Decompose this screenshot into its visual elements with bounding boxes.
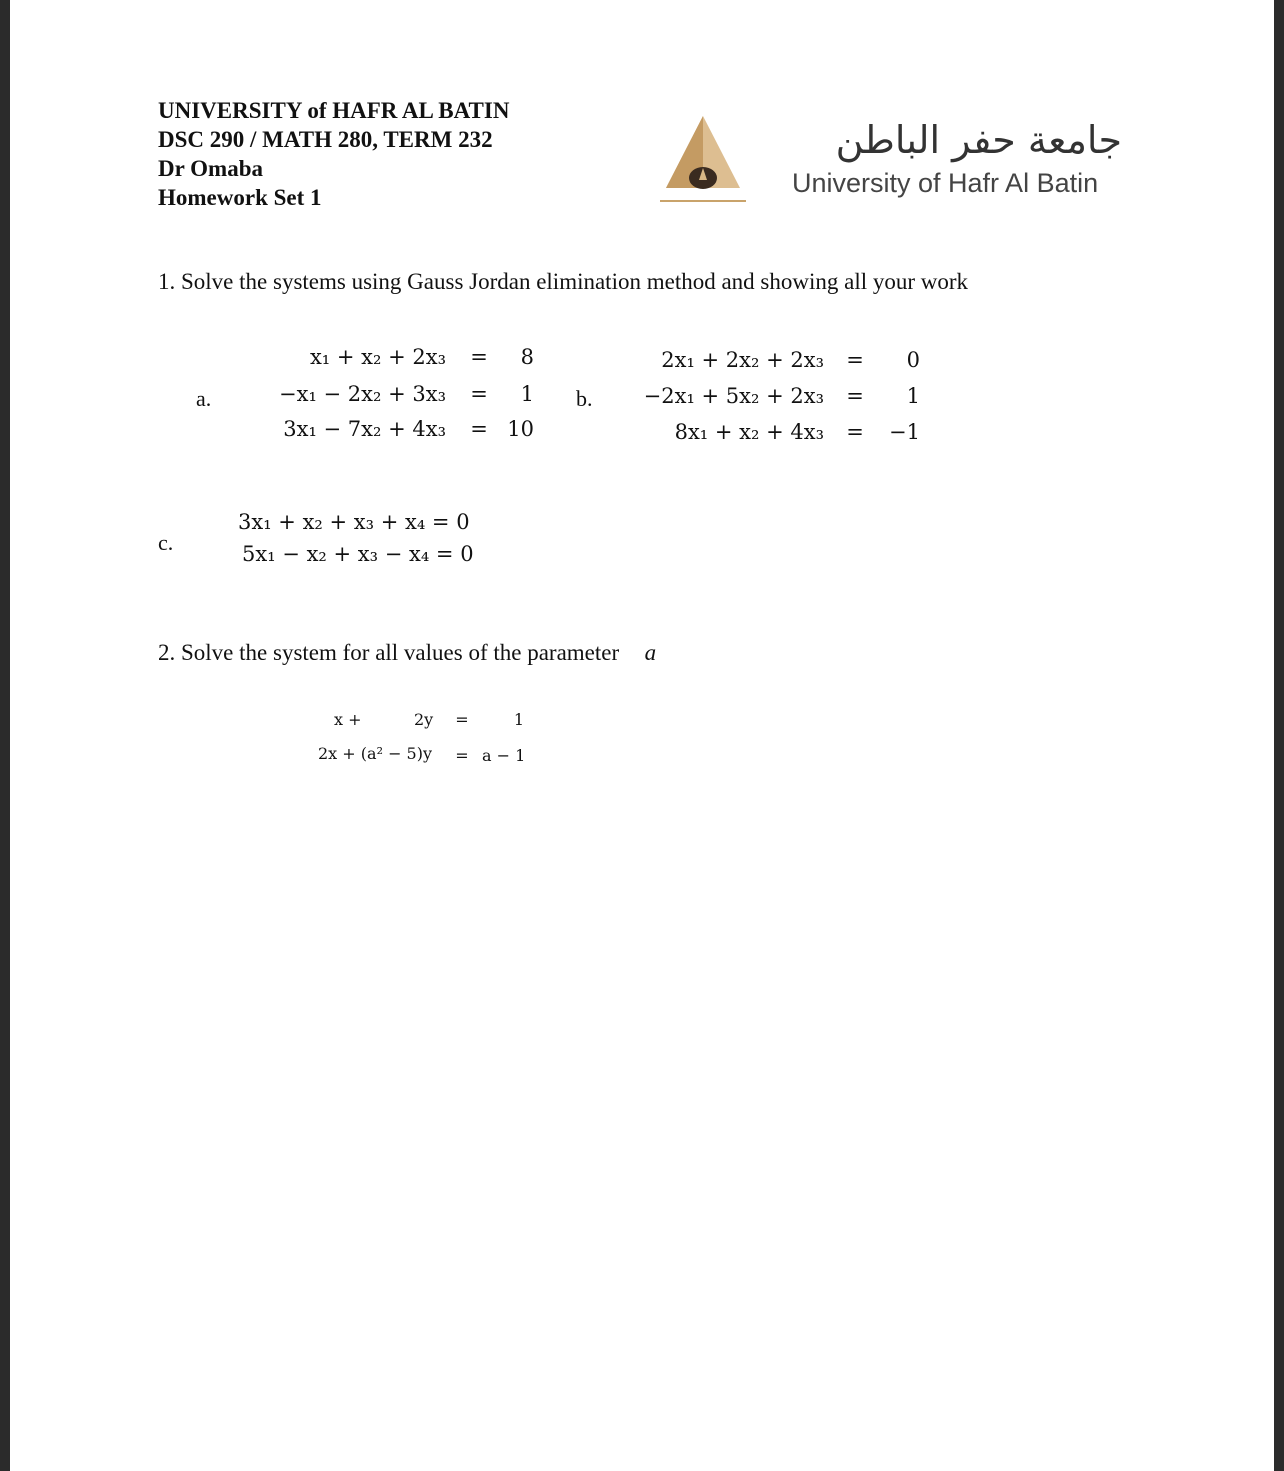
question-2-text: 2. Solve the system for all values of the parameter xyxy=(158,640,620,665)
system-a-row-1-lhs: x₁ + x₂ + 2x₃ xyxy=(309,345,446,369)
header-instructor: Dr Omaba xyxy=(158,156,263,181)
system-a-row-1-eq: = xyxy=(470,345,488,369)
system-2-row-1-lhs1: x + xyxy=(334,710,362,729)
system-a-row-2-rhs: 1 xyxy=(520,382,534,406)
system-b-row-3-rhs: −1 xyxy=(889,420,920,444)
system-b-row-1-rhs: 0 xyxy=(906,348,920,372)
system-c-row-2: 5x₁ − x₂ + x₃ − x₄ = 0 xyxy=(242,542,474,566)
system-2-row-2-rhs: a − 1 xyxy=(482,746,526,765)
system-b-row-2-lhs: −2x₁ + 5x₂ + 2x₃ xyxy=(643,384,824,408)
document-page xyxy=(10,0,1274,1471)
question-1-prompt: 1. Solve the systems using Gauss Jordan elimination method and showing all your work xyxy=(158,269,969,294)
system-a-row-2-eq: = xyxy=(470,382,488,406)
system-a-row-3-eq: = xyxy=(470,417,488,441)
system-c-label: c. xyxy=(158,530,174,555)
header-course: DSC 290 / MATH 280, TERM 232 xyxy=(158,127,493,152)
question-2-prompt xyxy=(158,640,656,666)
logo-arabic-name: جامعة حفر الباطن xyxy=(835,118,1122,162)
system-2-row-1-lhs2: 2y xyxy=(414,710,434,729)
header-homework-title: Homework Set 1 xyxy=(158,185,322,210)
system-2-row-2-eq: = xyxy=(455,746,469,765)
system-b-label: b. xyxy=(576,386,593,411)
system-a-row-3-lhs: 3x₁ − 7x₂ + 4x₃ xyxy=(283,417,446,441)
header-university: UNIVERSITY of HAFR AL BATIN xyxy=(158,98,510,123)
system-2-row-1-eq: = xyxy=(455,710,469,729)
system-b-row-2-eq: = xyxy=(846,384,864,408)
logo-english-name: University of Hafr Al Batin xyxy=(792,168,1099,198)
system-a-row-1-rhs: 8 xyxy=(520,345,534,369)
system-b-row-1-lhs: 2x₁ + 2x₂ + 2x₃ xyxy=(661,348,824,372)
system-b-row-1-eq: = xyxy=(846,348,864,372)
system-2-row-2-lhs: 2x + (a² − 5)y xyxy=(318,744,433,763)
university-emblem-icon xyxy=(658,110,748,206)
system-a-label: a. xyxy=(196,386,212,411)
system-2-row-1-rhs: 1 xyxy=(513,710,524,729)
system-c-row-1: 3x₁ + x₂ + x₃ + x₄ = 0 xyxy=(238,510,470,534)
question-2-parameter: a xyxy=(644,640,657,665)
system-b-row-2-rhs: 1 xyxy=(906,384,920,408)
system-a-row-2-lhs: −x₁ − 2x₂ + 3x₃ xyxy=(279,382,446,406)
system-a-row-3-rhs: 10 xyxy=(507,417,534,441)
system-b-row-3-eq: = xyxy=(846,420,864,444)
system-b-row-3-lhs: 8x₁ + x₂ + 4x₃ xyxy=(674,420,824,444)
